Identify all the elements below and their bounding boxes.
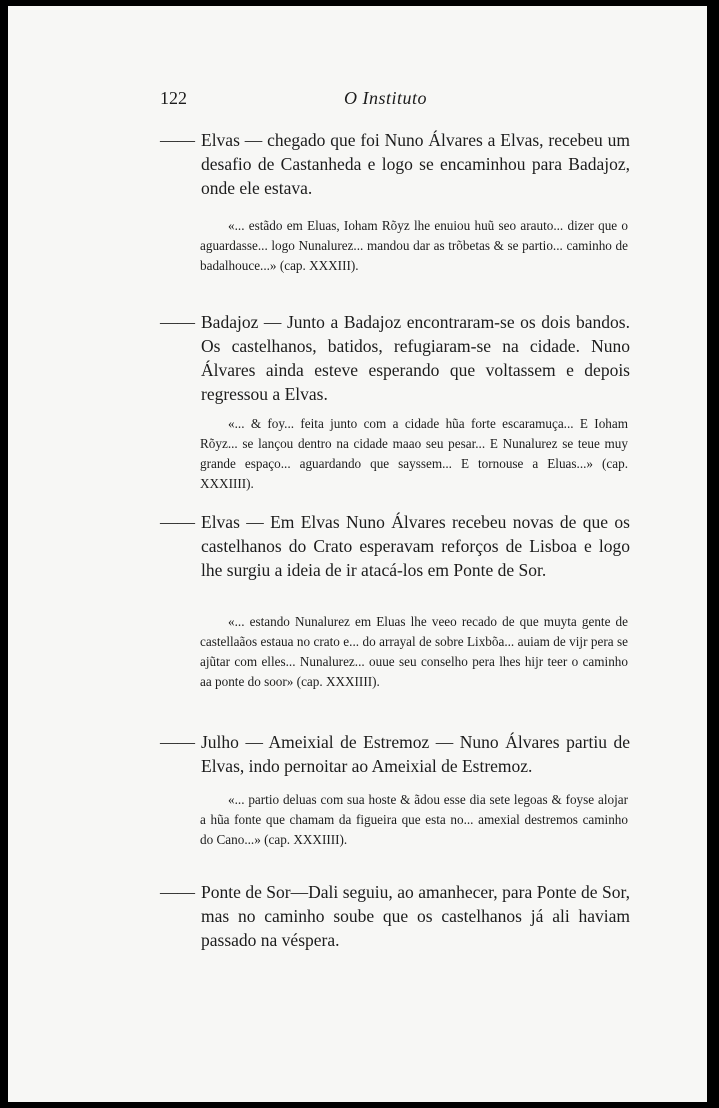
entry-paragraph: —— Ponte de Sor—Dali seguiu, ao amanhecer, para Ponte de Sor, mas no caminho soube que os castelhanos já ali haviam passado na véspera. xyxy=(160,882,630,950)
quotation-block: «... estando Nunalurez em Eluas lhe veeo recado de que muyta gente de castellaãos estaua no crato e... do arrayal de sobre Lixbõa... auiam de vijr pera se ajũtar com elles... Nunalurez... ouue seu conselho pera lhes hijr teer o caminho aa ponte do soor» (cap. XXXIIII). xyxy=(200,614,628,689)
entry-dash: —— xyxy=(160,512,195,532)
entry-paragraph: —— Julho — Ameixial de Estremoz — Nuno Álvares partiu de Elvas, indo pernoitar ao Ameixial de Estremoz. xyxy=(160,732,630,776)
entry-badajoz xyxy=(160,310,630,406)
entry-elvas-2 xyxy=(160,510,630,582)
page-number: 122 xyxy=(160,88,187,108)
entry-dash: —— xyxy=(160,130,195,150)
running-title: O Instituto xyxy=(344,88,428,108)
entry-dash: —— xyxy=(160,732,195,752)
entry-julho xyxy=(160,730,630,778)
entry-dash: —— xyxy=(160,312,195,332)
entry-paragraph: —— Badajoz — Junto a Badajoz encontraram-se os dois bandos. Os castelhanos, batidos, refugiaram-se na cidade. Nuno Álvares ainda esteve esperando que voltassem e depois regressou a Elvas. xyxy=(160,312,630,404)
entry-elvas-1 xyxy=(160,128,630,200)
entry-paragraph: —— Elvas — chegado que foi Nuno Álvares a Elvas, recebeu um desafio de Castanheda e logo se encaminhou para Badajoz, onde ele estava. xyxy=(160,130,630,198)
entry-ponte-de-sor xyxy=(160,880,630,952)
quotation-block: «... partio deluas com sua hoste & ãdou esse dia sete legoas & foyse alojar a hũa fonte que chamam da figueira que esta no... amexial destremos caminho do Cano...» (cap. XXXIIII). xyxy=(200,792,628,847)
quotation-block: «... estãdo em Eluas, Ioham Rõyz lhe enuiou huũ seo arauto... dizer que o aguardasse... logo Nunalurez... mandou dar as trõbetas & se partio... caminho de badalhouce...» (cap. XXXIII). xyxy=(200,218,628,273)
quotation-block: «... & foy... feita junto com a cidade hũa forte escaramuça... E Ioham Rõyz... se lançou dentro na cidade maao seu pesar... E Nunalurez se teue muy grande espaço... aguardando que sayssem... E tornouse a Eluas...» (cap. XXXIIII). xyxy=(200,416,628,491)
entry-dash: —— xyxy=(160,882,195,902)
entry-paragraph: —— Elvas — Em Elvas Nuno Álvares recebeu novas de que os castelhanos do Crato esperavam reforços de Lisboa e logo lhe surgiu a ideia de ir atacá-los em Ponte de Sor. xyxy=(160,512,630,580)
